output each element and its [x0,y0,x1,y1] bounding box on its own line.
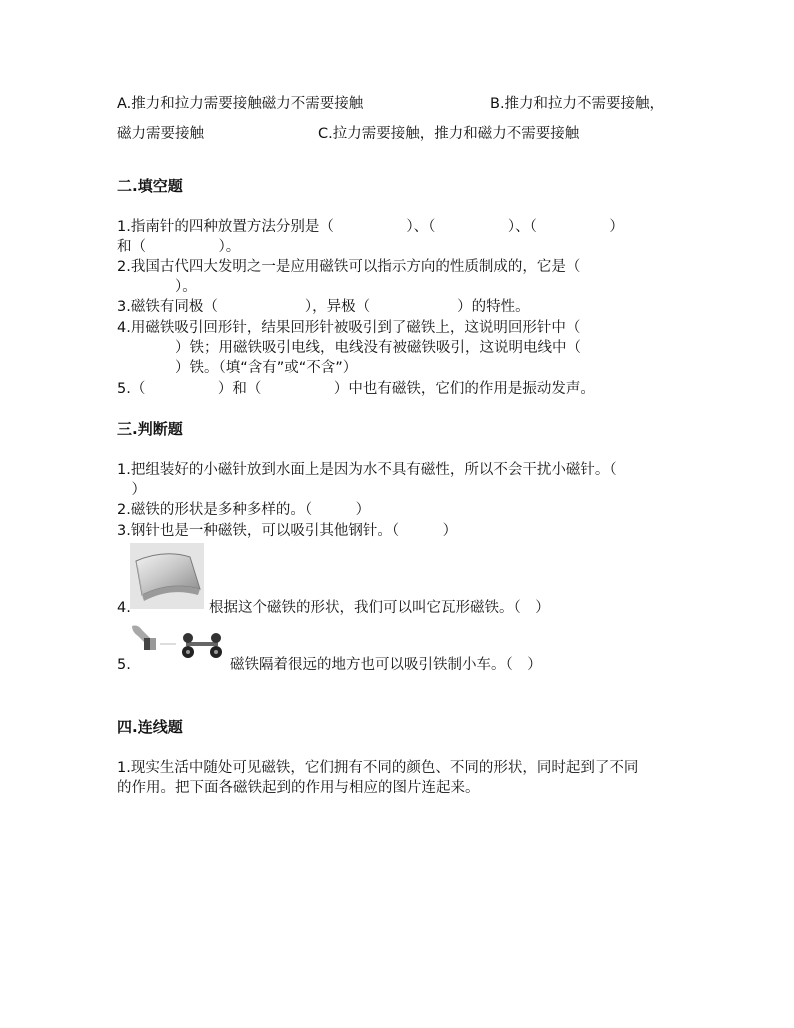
magnet-toy-car-image [130,622,228,664]
tf-q2: 2.磁铁的形状是多种多样的。（ ） [117,502,371,518]
section-title-fill-in: 二.填空题 [117,177,183,195]
tf-q5-number: 5. [117,657,131,673]
option-b: B.推力和拉力不需要接触， [490,96,665,112]
fill-q4-line3: ）铁。（填“含有”或“不含”） [117,360,358,376]
tf-q4-text: 根据这个磁铁的形状，我们可以叫它瓦形磁铁。（ ） [209,600,550,616]
fill-q5: 5.（ ）和（ ）中也有磁铁，它们的作用是振动发声。 [117,381,595,397]
match-q1-line2: 的作用。把下面各磁铁起到的作用与相应的图片连起来。 [117,780,480,796]
fill-q4-line1: 4.用磁铁吸引回形针，结果回形针被吸引到了磁铁上，这说明回形针中（ [117,320,581,336]
tf-q3: 3.钢针也是一种磁铁，可以吸引其他钢针。（ ） [117,523,458,539]
fill-q2-line2: ）。 [117,279,197,295]
tf-q4-number: 4. [117,600,131,616]
tf-q1-line1: 1.把组装好的小磁针放到水面上是因为水不具有磁性，所以不会干扰小磁针。（ [117,462,617,478]
section-title-matching: 四.连线题 [117,718,183,736]
arc-magnet-image [130,543,204,609]
fill-q4-line2: ）铁；用磁铁吸引电线，电线没有被磁铁吸引，这说明电线中（ [117,340,581,356]
option-a: A.推力和拉力需要接触磁力不需要接触 [117,96,364,112]
option-c: C.拉力需要接触，推力和磁力不需要接触 [318,126,580,142]
section-title-true-false: 三.判断题 [117,420,183,438]
tf-q5-text: 磁铁隔着很远的地方也可以吸引铁制小车。（ ） [230,657,542,673]
match-q1-line1: 1.现实生活中随处可见磁铁，它们拥有不同的颜色、不同的形状，同时起到了不同 [117,760,639,776]
fill-q2-line1: 2.我国古代四大发明之一是应用磁铁可以指示方向的性质制成的，它是（ [117,259,581,275]
fill-q1-line2: 和（ ）。 [117,239,241,255]
fill-q1-line1: 1.指南针的四种放置方法分别是（ ）、（ ）、（ ） [117,219,624,235]
option-b-continued: 磁力需要接触 [117,126,204,142]
tf-q1-line2: ） [117,482,146,498]
fill-q3: 3.磁铁有同极（ ），异极（ ）的特性。 [117,299,530,315]
